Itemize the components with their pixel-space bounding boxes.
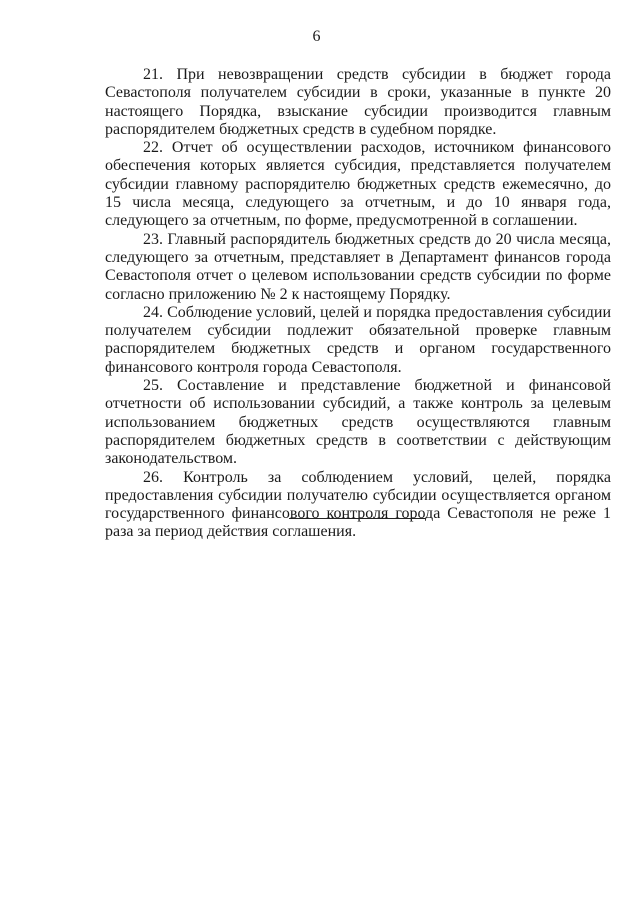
page-number: 6	[312, 28, 321, 45]
document-body	[105, 66, 611, 542]
paragraph-24: 24. Соблюдение условий, целей и порядка предоставления субсидии получателем субсидии подлежит обязательной проверке главным распорядителем бюджетных средств и органом государственного финансового контроля города Севастополя.	[105, 303, 611, 376]
paragraph-23: 23. Главный распорядитель бюджетных средств до 20 числа месяца, следующего за отчетным, представляет в Департамент финансов города Севастополя отчет о целевом использовании средств субсидии по форме согласно приложению № 2 к настоящему Порядку.	[105, 230, 611, 303]
paragraph-25: 25. Составление и представление бюджетной и финансовой отчетности об использовании субсидий, а также контроль за целевым использованием бюджетных средств осуществляются главным распорядителем бюджетных средств в соответствии с действующим законодательством.	[105, 377, 611, 468]
paragraph-26: 26. Контроль за соблюдением условий, целей, порядка предоставления субсидии получателю субсидии осуществляется органом государственного финансового контроля города Севастополя не реже 1 раза за период действия соглашения.	[105, 468, 611, 541]
end-of-text-rule	[289, 518, 425, 519]
paragraph-21: 21. При невозвращении средств субсидии в бюджет города Севастополя получателем субсидии в сроки, указанные в пункте 20 настоящего Порядка, взыскание субсидии производится главным распорядителем бюджетных средств в судебном порядке.	[105, 66, 611, 138]
paragraph-22: 22. Отчет об осуществлении расходов, источником финансового обеспечения которых является субсидия, представляется получателем субсидии главному распорядителю бюджетных средств ежемесячно, до 15 числа месяца, следующего за отчетным, и до 10 января года, следующего за отчетным, по форме, предусмотренной в соглашении.	[105, 139, 611, 230]
